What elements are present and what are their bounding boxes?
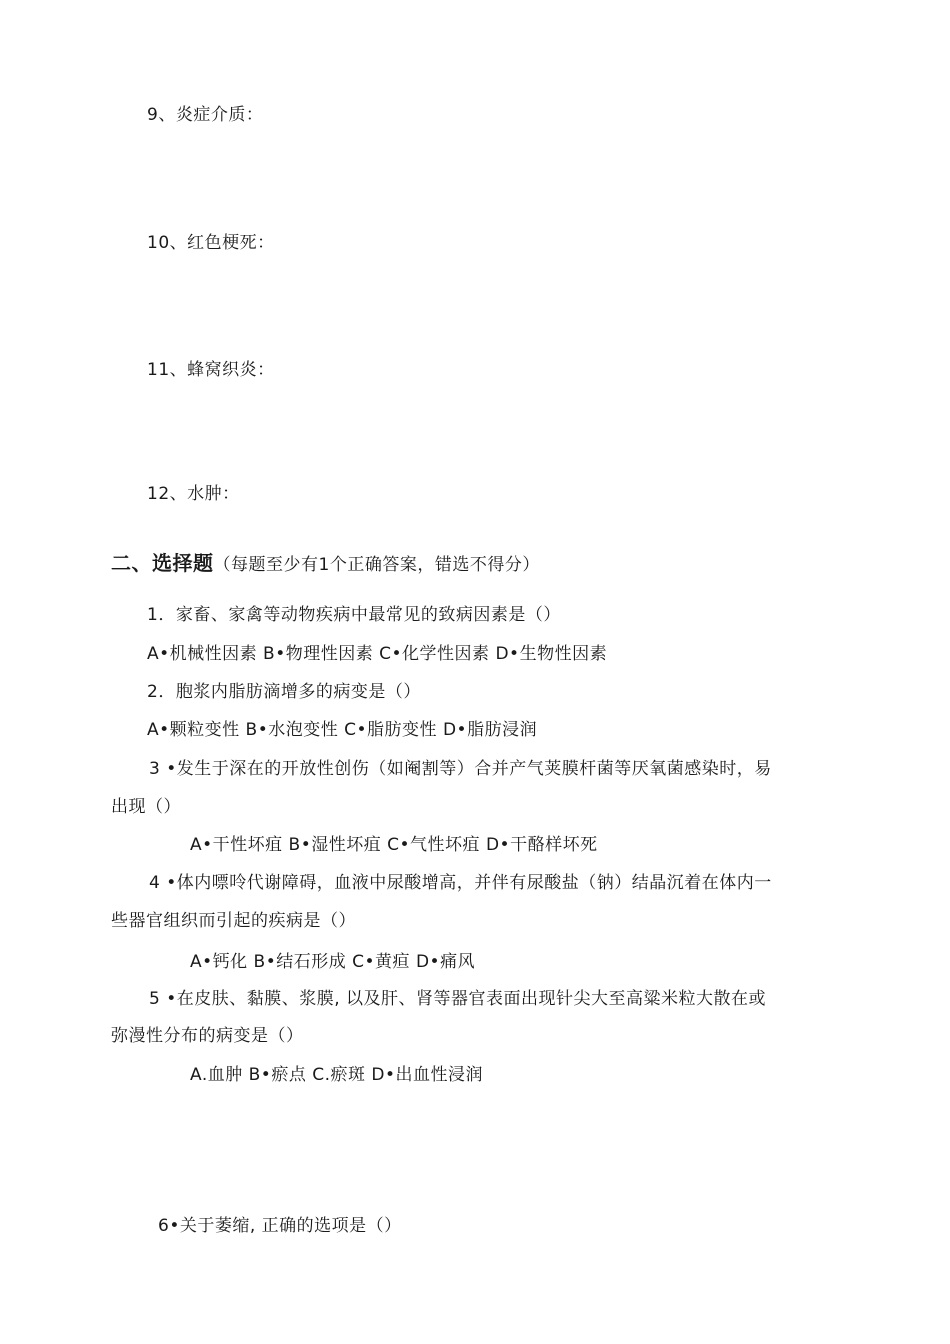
question-1-options: A•机械性因素 B•物理性因素 C•化学性因素 D•生物性因素 [147, 644, 608, 664]
definition-item-12: 12、水肿： [147, 484, 240, 504]
question-4-stem-line-2: 些器官组织而引起的疾病是（） [111, 911, 356, 931]
question-3-stem-line-1: 3 •发生于深在的开放性创伤（如阉割等）合并产气荚膜杆菌等厌氧菌感染时，易 [149, 759, 772, 779]
section-heading [111, 552, 540, 576]
question-5-stem-line-2: 弥漫性分布的病变是（） [111, 1026, 304, 1046]
section-note: （每题至少有1个正确答案，错选不得分） [213, 555, 540, 575]
question-5-stem-line-1: 5 •在皮肤、黏膜、浆膜, 以及肝、肾等器官表面出现针尖大至高粱米粒大散在或 [149, 989, 767, 1009]
question-6-stem: 6•关于萎缩, 正确的选项是（） [158, 1216, 402, 1236]
question-2-options: A•颗粒变性 B•水泡变性 C•脂肪变性 D•脂肪浸润 [147, 720, 538, 740]
definition-item-10: 10、红色梗死： [147, 233, 275, 253]
definition-item-9: 9、炎症介质： [147, 105, 264, 125]
question-5-options: A.血肿 B•瘀点 C.瘀斑 D•出血性浸润 [190, 1065, 484, 1085]
question-4-stem-line-1: 4 •体内嘌呤代谢障碍，血液中尿酸增高，并伴有尿酸盐（钠）结晶沉着在体内一 [149, 873, 772, 893]
question-3-stem-line-2: 出现（） [111, 797, 181, 817]
question-4-options: A•钙化 B•结石形成 C•黄疸 D•痛风 [190, 952, 476, 972]
question-3-options: A•干性坏疽 B•湿性坏疽 C•气性坏疽 D•干酪样坏死 [190, 835, 598, 855]
question-2-stem: 2．胞浆内脂肪滴增多的病变是（） [147, 682, 421, 702]
section-title: 二、选择题 [111, 551, 214, 575]
definition-item-11: 11、蜂窝织炎： [147, 360, 275, 380]
question-1-stem: 1．家畜、家禽等动物疾病中最常见的致病因素是（） [147, 605, 561, 625]
